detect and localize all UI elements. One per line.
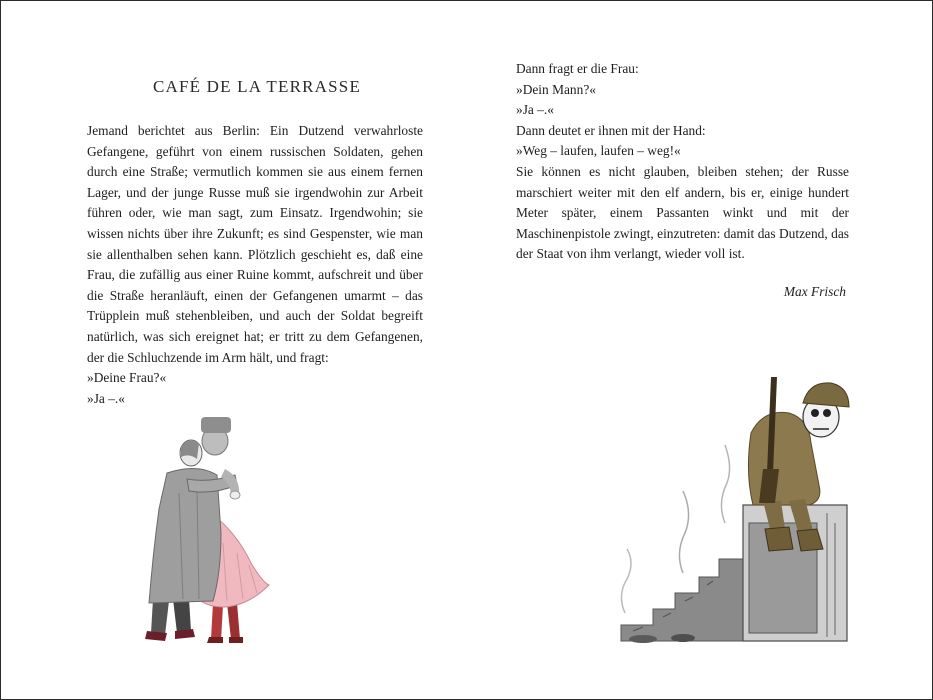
dialog-line: »Weg – laufen, laufen – weg!« xyxy=(516,143,681,159)
dialog-line: »Deine Frau?« xyxy=(87,370,167,386)
embracing-couple-illustration xyxy=(139,413,279,648)
story-paragraph: Jemand berichtet aus Berlin: Ein Dutzend verwahrloste Gefangene, geführt von einem russischen Soldaten, gehen durch eine Straße; vermutlich kommen sie aus einem fernen Lager, und der junge Russe muß sie irgendwohin zur Arbeit führen oder, wie man sagt, zum Einsatz. Irgendwohin; sie wissen nichts über ihre Zukunft; es sind Gespenster, wie man sie allenthalben sehen kann. Plötzlich geschieht es, daß eine Frau, die zufällig aus einer Ruine kommt, aufschreit und über die Straße heranläuft, einen der Gefangenen umarmt – das Trüpplein muß stehenbleiben, und auch der Soldat begreift natürlich, was sich ereignet hat; er tritt zu dem Gefangenen, der die Schluchzende im Arm hält, und fragt: xyxy=(87,123,423,365)
right-column xyxy=(516,59,849,265)
dialog-line: »Dein Mann?« xyxy=(516,81,596,97)
story-paragraph: Sie können es nicht glauben, bleiben stehen; der Russe marschiert weiter mit den elf andern, bis er, einige hundert Meter später, einem Passanten winkt und mit der Maschinenpistole zwingt, einzutreten: damit das Dutzend, das der Staat von ihm verlangt, wieder voll ist. xyxy=(516,163,849,262)
dialog-line: »Ja –.« xyxy=(516,102,554,118)
page-title: CAFÉ DE LA TERRASSE xyxy=(152,77,362,96)
skeleton-soldier-illustration xyxy=(613,373,858,648)
dialog-line: Dann fragt er die Frau: xyxy=(516,61,639,76)
left-column xyxy=(87,121,423,409)
dialog-line: »Ja –.« xyxy=(87,390,125,406)
dialog-line: Dann deutet er ihnen mit der Hand: xyxy=(516,122,706,138)
author-signature: Max Frisch xyxy=(783,284,846,299)
